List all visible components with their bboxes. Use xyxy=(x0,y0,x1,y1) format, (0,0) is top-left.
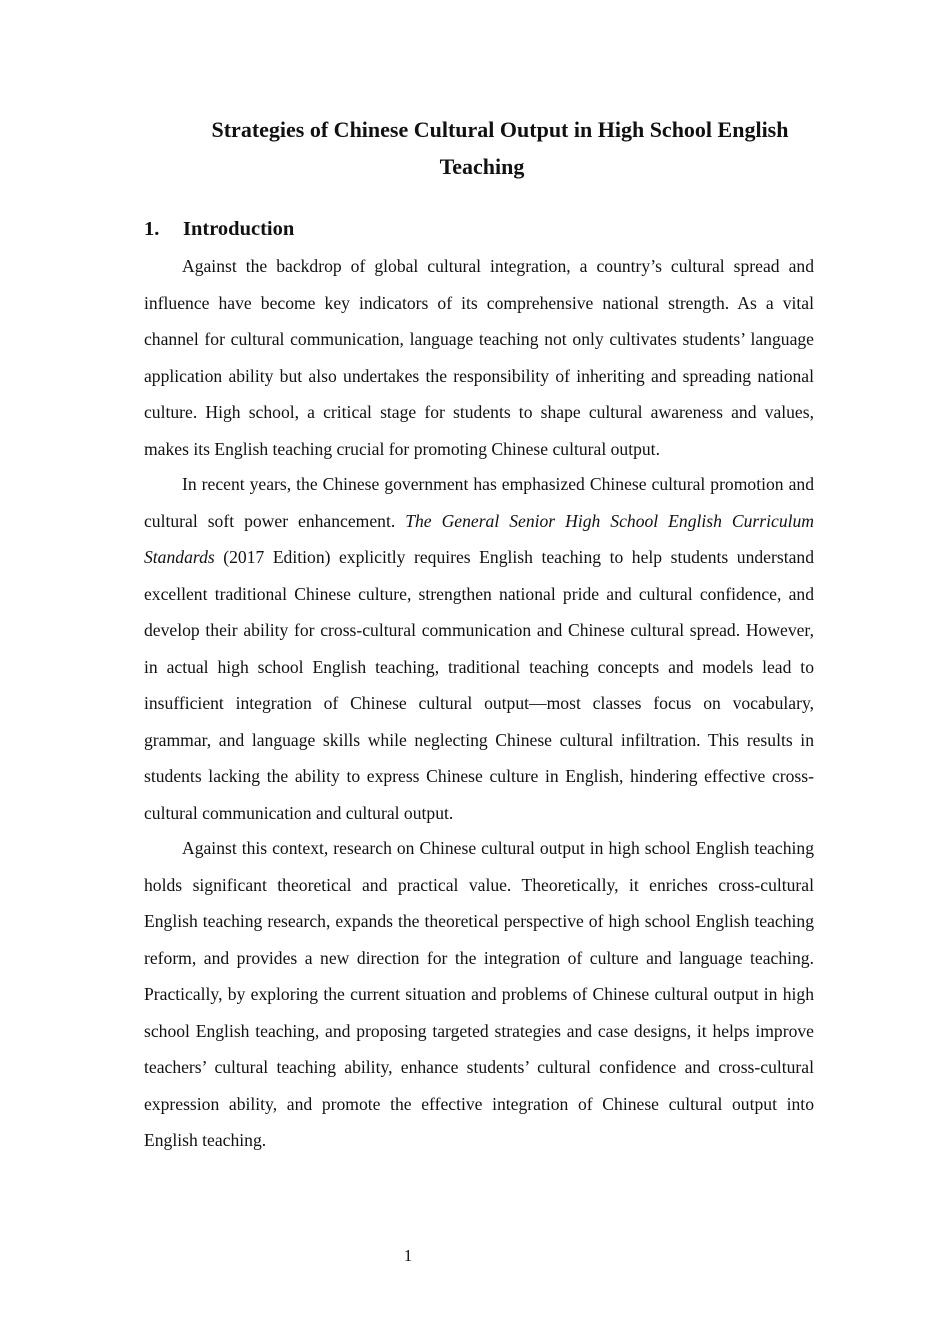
paragraph-2 xyxy=(144,466,814,831)
section-title: Introduction xyxy=(183,218,295,240)
section-body xyxy=(144,248,814,1158)
curriculum-standards-title: The General Senior High School English Curriculum Standards xyxy=(144,510,815,567)
section-number: 1. xyxy=(144,218,160,240)
paragraph-2-start: In recent years, the Chinese government has emphasized Chinese cultural promotion and cultural soft power enhancement. xyxy=(144,474,814,531)
section-heading xyxy=(144,214,294,244)
title-line-1: Strategies of Chinese Cultural Output in High School English xyxy=(211,117,789,142)
title-line-2: Teaching xyxy=(439,153,525,179)
page-number: 1 xyxy=(403,1246,413,1265)
paragraph-2-end: (2017 Edition) explicitly requires English teaching to help students understand excellent traditional Chinese culture, strengthen national pride and cultural confidence, and develop their ability for cross-cultural communication and Chinese cultural spread. However, in actual high school English teaching, traditional teaching concepts and models lead to insufficient integration of Chinese cultural output—most classes focus on vocabulary, grammar, and language skills while neglecting Chinese cultural infiltration. This results in students lacking the ability to express Chinese culture in English, hindering effective cross-cultural communication and cultural output. xyxy=(144,547,814,823)
paragraph-3: Against this context, research on Chinese cultural output in high school English teaching holds significant theoretical and practical value. Theoretically, it enriches cross-cultural English teaching research, expands the theoretical perspective of high school English teaching reform, and provides a new direction for the integration of culture and language teaching. Practically, by exploring the current situation and problems of Chinese cultural output in high school English teaching, and proposing targeted strategies and case designs, it helps improve teachers’ cultural teaching ability, enhance students’ cultural confidence and cross-cultural expression ability, and promote the effective integration of Chinese cultural output into English teaching. xyxy=(144,838,814,1150)
document-title xyxy=(150,112,814,185)
paragraph-1: Against the backdrop of global cultural integration, a country’s cultural spread and influence have become key indicators of its comprehensive national strength. As a vital channel for cultural communication, language teaching not only cultivates students’ language application ability but also undertakes the responsibility of inheriting and spreading national culture. High school, a critical stage for students to shape cultural awareness and values, makes its English teaching crucial for promoting Chinese cultural output. xyxy=(144,256,814,459)
